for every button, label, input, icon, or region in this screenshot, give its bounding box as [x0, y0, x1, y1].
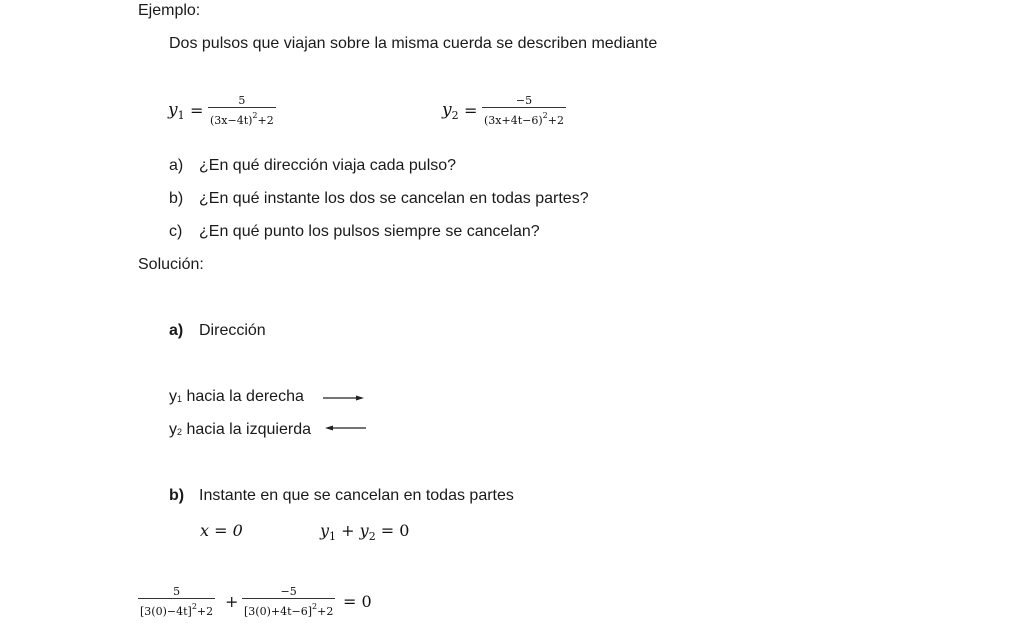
- right-arrow-icon: [322, 392, 366, 404]
- final-f2-numerator: −5: [280, 585, 297, 598]
- question-a-letter: a): [169, 157, 184, 174]
- eq2-fraction: [482, 94, 566, 128]
- eq2-var: y: [442, 100, 452, 120]
- question-b-letter: b): [169, 190, 184, 207]
- question-c-letter: c): [169, 223, 183, 240]
- eq2-denominator: $(3x+4t-6)^2+2$: [484, 111, 564, 127]
- final-f1-numerator: 5: [173, 585, 181, 598]
- eq1-var: y: [168, 100, 178, 120]
- intro-text: Dos pulsos que viajan sobre la misma cuerda se describen mediante: [169, 35, 658, 52]
- direction-y2: $y_2$ hacia la izquierda: [169, 421, 311, 438]
- eq1-equals: =: [190, 101, 204, 120]
- part-b-title: Instante en que se cancelan en todas partes: [199, 487, 514, 504]
- final-equals-zero: = 0: [343, 592, 372, 611]
- eq1-sub: 1: [177, 109, 185, 122]
- question-b-text: ¿En qué instante los dos se cancelan en todas partes?: [199, 190, 589, 207]
- question-c-text: ¿En qué punto los pulsos siempre se cancelan?: [199, 223, 540, 240]
- part-a-title: Dirección: [199, 322, 266, 339]
- eq1-denominator: $(3x-4t)^2+2$: [210, 111, 274, 127]
- eq1-fraction: [208, 94, 276, 128]
- example-heading: Ejemplo:: [138, 2, 201, 19]
- eq1-numerator: 5: [238, 94, 246, 107]
- eq2-equals: =: [464, 101, 478, 120]
- direction-y1: $y_1$ hacia la derecha: [169, 388, 304, 405]
- eq2-numerator: −5: [515, 94, 533, 107]
- final-plus: +: [225, 592, 239, 611]
- part-a-letter: a): [169, 322, 184, 339]
- final-f1-denominator: $[3(0)-4t]^2+2$: [140, 602, 214, 618]
- part-b-letter: b): [169, 487, 185, 504]
- eq2-sub: 2: [451, 109, 459, 122]
- solution-label: Solución:: [138, 256, 204, 273]
- final-f2-denominator: $[3(0)+4t-6]^2+2$: [244, 602, 334, 618]
- final-fraction-2: [242, 585, 335, 619]
- condition-x-zero: x = 0: [200, 521, 243, 540]
- final-fraction-1: [138, 585, 215, 619]
- left-arrow-icon: [324, 422, 368, 434]
- question-a-text: ¿En qué dirección viaja cada pulso?: [199, 157, 457, 174]
- condition-sum-zero: $y_1 + y_2 = 0$: [320, 521, 410, 543]
